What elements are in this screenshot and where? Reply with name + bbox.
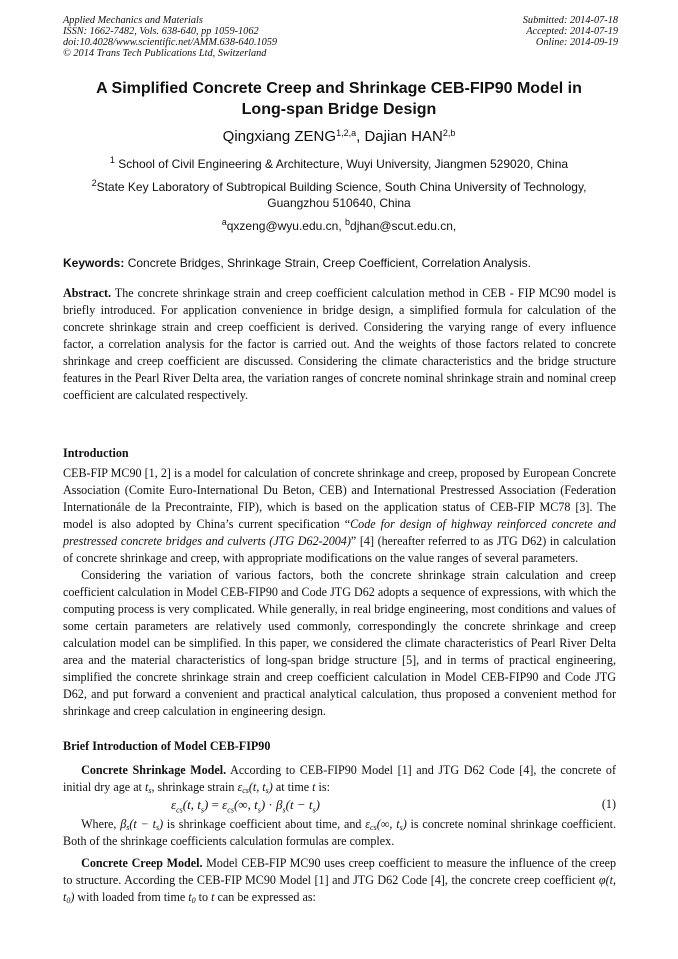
equation-1 xyxy=(63,796,616,816)
title-line-2: Long-span Bridge Design xyxy=(241,101,437,118)
dates-header xyxy=(523,15,618,48)
symbol-t: t xyxy=(211,890,215,904)
symbol-args: ) xyxy=(260,797,266,812)
affiliation-text: State Key Laboratory of Subtropical Building Science, South China University of Technology, Guangzhou 510640, China xyxy=(96,180,587,210)
symbol-args: ) xyxy=(70,890,75,904)
symbol-args: (∞, t xyxy=(233,797,258,812)
author-affiliation-marker: 2,b xyxy=(442,128,456,138)
subsection-label: Concrete Shrinkage Model. xyxy=(81,763,227,777)
paragraph-text: Model CEB-FIP MC90 uses creep coefficient to measure the influence of the creep to structure. According the CEB-FIP MC90 Model [1] and JTG D62 Code [4], the concrete creep coefficient xyxy=(63,856,616,887)
symbol-sub: s xyxy=(155,823,160,832)
keywords xyxy=(63,255,618,271)
paragraph-text: CEB-FIP MC90 [1, 2] is a model for calculation of concrete shrinkage and creep, proposed by European Concrete Association (Comite Euro-International Du Beton, CEB) and International Prestressed Association (Federation Internationále de la Precontrainte, FIP), which is based on the application status of CEB-FIP MC78 [3]. The model is also adopted by China’s current specification “ xyxy=(63,466,616,531)
symbol-char: ε xyxy=(237,780,243,794)
symbol-char: β xyxy=(120,817,127,831)
symbol-args: (t, t xyxy=(248,780,266,794)
author-name: Dajian HAN xyxy=(364,128,443,145)
code-reference: Code for design of highway reinforced concrete and prestressed concrete bridges and culverts (JTG D62-2004) xyxy=(63,517,616,548)
subsection-label: Concrete Creep Model. xyxy=(81,856,203,870)
journal-name: Applied Mechanics and Materials xyxy=(63,15,203,26)
affiliation-marker: 1 xyxy=(109,155,115,165)
symbol-sub: 0 xyxy=(191,896,196,905)
paragraph xyxy=(63,816,616,850)
issn-line: ISSN: 1662-7482, Vols. 638-640, pp 1059-1062 xyxy=(63,26,259,37)
email-marker: b xyxy=(345,217,351,227)
paragraph-text: with loaded from time xyxy=(74,890,189,904)
submitted-date: Submitted: 2014-07-18 xyxy=(522,15,618,26)
paragraph xyxy=(63,762,616,796)
email-link[interactable]: djhan@scut.edu.cn, xyxy=(350,219,457,233)
paragraph-text: ” [4] (hereafter referred to as JTG D62) in calculation of concrete shrinkage and creep, with appropriate modifications on the value ranges of several parameters. xyxy=(63,534,616,565)
symbol-sub: s xyxy=(257,805,261,815)
symbol-args: (t − t xyxy=(129,817,156,831)
symbol-sub: s xyxy=(282,805,286,815)
author-separator: , xyxy=(356,128,365,145)
symbol-args: (t − t xyxy=(285,797,313,812)
email-link[interactable]: qxzeng@wyu.edu.cn, xyxy=(226,219,345,233)
section-heading: Introduction xyxy=(63,446,129,460)
symbol-char: t xyxy=(188,890,192,904)
symbol-char: β xyxy=(276,797,283,812)
symbol-sub: s xyxy=(265,786,269,795)
symbol-char: ε xyxy=(222,797,228,812)
affiliation-2 xyxy=(60,179,618,211)
paragraph-text: at time xyxy=(272,780,313,794)
symbol-char: φ xyxy=(598,873,606,887)
paragraph-text: is shrinkage coefficient about time, and xyxy=(163,817,366,831)
paragraph-text: Where, xyxy=(81,817,121,831)
online-date: Online: 2014-09-19 xyxy=(535,37,618,48)
symbol-args: ) xyxy=(268,780,273,794)
abstract-label: Abstract. xyxy=(63,286,112,300)
paper-title xyxy=(40,78,638,120)
section-heading: Brief Introduction of Model CEB-FIP90 xyxy=(63,739,271,753)
paragraph-text: is concrete nominal shrinkage coefficient. Both of the shrinkage coefficients calculation formulas are complex. xyxy=(63,817,617,848)
symbol-args: ) xyxy=(159,817,164,831)
accepted-date: Accepted: 2014-07-19 xyxy=(526,26,618,37)
paragraph-text: to xyxy=(195,890,212,904)
symbol-sub: s xyxy=(148,786,152,795)
copyright-line: © 2014 Trans Tech Publications Ltd, Switzerland xyxy=(63,48,267,59)
symbol-args: ) xyxy=(203,797,209,812)
symbol-sub: s xyxy=(200,805,204,815)
symbol-eps-inf xyxy=(365,817,406,831)
symbol-t0 xyxy=(188,890,195,904)
symbol-char: ε xyxy=(365,817,371,831)
symbol-t: t xyxy=(312,780,316,794)
symbol-sub: 0 xyxy=(66,896,71,905)
symbol-sub: cs xyxy=(370,823,377,832)
symbol-sub: s xyxy=(399,823,403,832)
symbol-args: (t, t xyxy=(182,797,201,812)
symbol-eps-cs xyxy=(237,780,272,794)
symbol-args: (t, t xyxy=(63,873,616,904)
paragraph-text: , shrinkage strain xyxy=(151,780,238,794)
symbol-char: t xyxy=(144,780,149,794)
symbol-args: ) xyxy=(315,797,320,812)
paragraph xyxy=(63,855,616,906)
keywords-label: Keywords: xyxy=(63,256,125,270)
symbol-sub: s xyxy=(312,805,316,815)
author-affiliation-marker: 1,2,a xyxy=(336,128,357,138)
symbol-sub: s xyxy=(126,823,130,832)
symbol-sub: cs xyxy=(176,805,183,815)
abstract xyxy=(63,285,616,404)
symbol-args: (∞, t xyxy=(376,817,400,831)
equation-body: $\varepsilon_{cs}(t$, $t_s) = \varepsilon_{cs}(\infty$, $t_s) \cdot \beta_s(t - t_s)$ xyxy=(171,797,320,815)
equation-number: (1) xyxy=(601,797,616,811)
author-list xyxy=(40,128,638,146)
paragraph: Considering the variation of various factors, both the concrete shrinkage strain calculation and creep coefficient calculation in Model CEB-FIP90 and Code JTG D62 adopts a sequence of expressions, with which the computing process is very complicated. While generally, in real bridge engineering, most conditions and values of some certain parameters are relatively used commonly, correspondingly the concrete shrinkage and creep calculation model can be simplified. In this paper, we considered the climate characteristics of Pearl River Delta area and the material characteristics of long-span bridge structure [5], and in terms of practical engineering, simplified the concrete shrinkage strain and creep coefficient calculation in Model CEB-FIP90 and Code JTG D62, and put forward a convenient and practical analytical calculation, thus proposed a convenient method for shrinkage and creep calculation in engineering design. xyxy=(63,568,616,718)
doi-line: doi:10.4028/www.scientific.net/AMM.638-640.1059 xyxy=(63,37,278,48)
symbol-args: ) xyxy=(402,817,407,831)
symbol-beta-s xyxy=(120,817,163,831)
symbol-sub: cs xyxy=(242,786,249,795)
brief-introduction-section xyxy=(63,738,616,906)
affiliation-marker: 2 xyxy=(91,178,97,188)
paragraph xyxy=(63,465,616,567)
paragraph-text: is: xyxy=(315,780,330,794)
journal-header xyxy=(63,15,277,59)
introduction-section xyxy=(63,445,616,720)
symbol-char: ε xyxy=(171,797,177,812)
affiliation-1 xyxy=(60,156,618,172)
paragraph-text: can be expressed as: xyxy=(214,890,316,904)
abstract-text: The concrete shrinkage strain and creep coefficient calculation method in CEB - FIP MC90 model is briefly introduced. For application convenience in bridge design, a simplified formula for calculation of the concrete shrinkage strain and creep coefficient is derived. Considering the varying range of every influence factor, a correlation analysis for the factor is carried out. And the weights of those factors related to concrete shrinkage and creep coefficient are discussed. Considering the climate characteristics and the bridge structure features in the Pearl River Delta area, the variation ranges of concrete nominal shrinkage strain and nominal creep coefficient are calculated respectively. xyxy=(63,286,616,402)
keywords-text: Concrete Bridges, Shrinkage Strain, Creep Coefficient, Correlation Analysis. xyxy=(124,256,532,270)
paragraph-text: According to CEB-FIP90 Model [1] and JTG D62 Code [4], the concrete of initial dry age at xyxy=(63,763,616,794)
title-line-1: A Simplified Concrete Creep and Shrinkage CEB-FIP90 Model in xyxy=(96,80,582,97)
author-emails xyxy=(60,218,618,234)
affiliation-text: School of Civil Engineering & Architecture, Wuyi University, Jiangmen 529020, China xyxy=(114,157,569,171)
symbol-sub: cs xyxy=(227,805,234,815)
author-name: Qingxiang ZENG xyxy=(222,128,337,145)
email-marker: a xyxy=(221,217,227,227)
